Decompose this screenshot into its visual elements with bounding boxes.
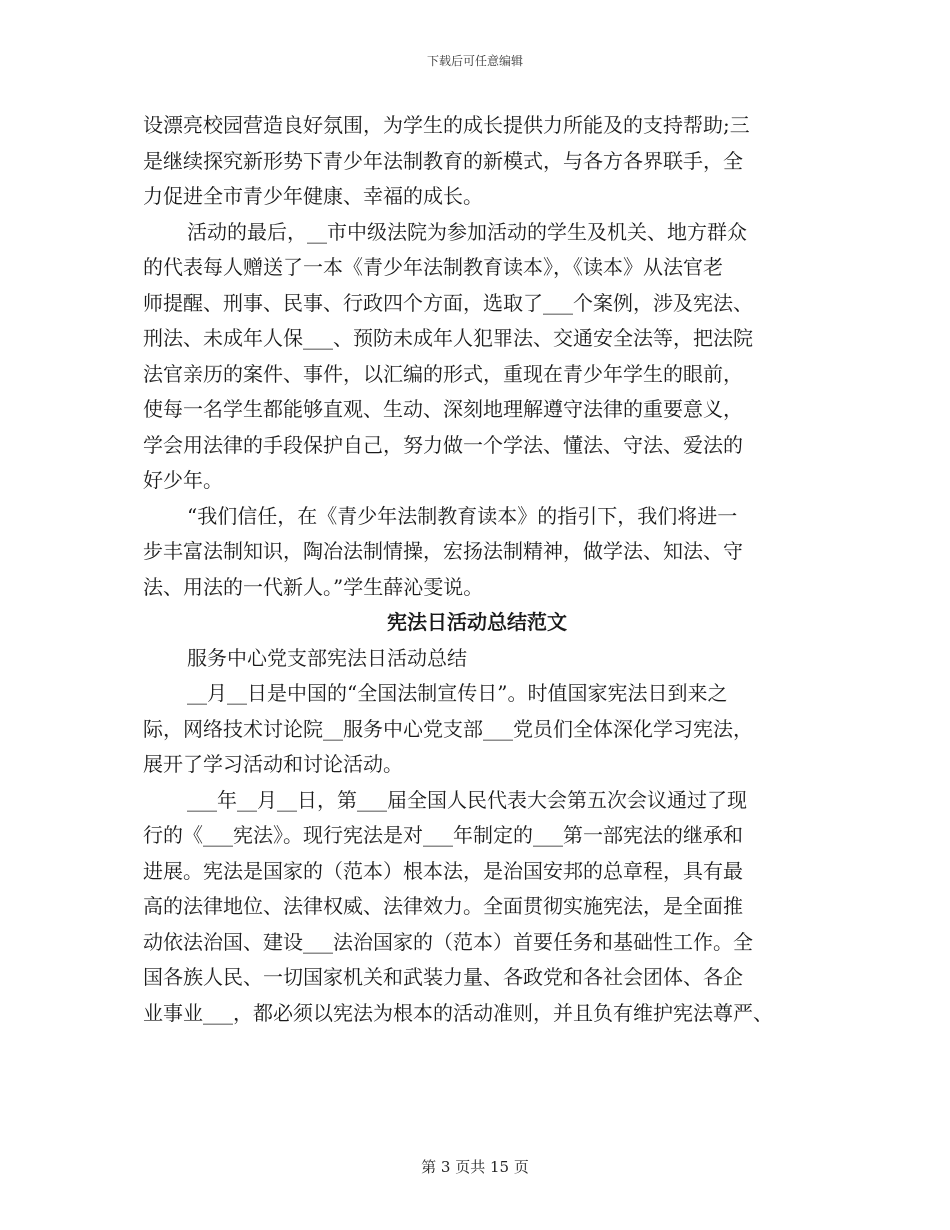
paragraph-line: 学会用法律的手段保护自己，努力做一个学法、懂法、守法、爱法的 [143,432,743,457]
paragraph-line: 际，网络技术讨论院__服务中心党支部___党员们全体深化学习宪法， [143,716,753,741]
paragraph-line: 是继续探究新形势下青少年法制教育的新模式，与各方各界联手，全 [143,148,743,173]
paragraph-line: 活动的最后，__市中级法院为参加活动的学生及机关、地方群众 [187,219,747,244]
paragraph-line: 师提醒、刑事、民事、行政四个方面，选取了___个案例，涉及宪法、 [143,290,753,315]
paragraph-line: 好少年。 [143,468,223,492]
paragraph-line: “我们信任，在《青少年法制教育读本》的指引下，我们将进一 [187,503,738,528]
paragraph-line: __月__日是中国的“全国法制宣传日”。时值国家宪法日到来之 [187,681,728,705]
paragraph-line: 刑法、未成年人保___、预防未成年人犯罪法、交通安全法等，把法院 [143,326,753,350]
section-title: 宪法日活动总结范文 [387,610,567,634]
paragraph-line: 业事业___，都必须以宪法为根本的活动准则，并且负有维护宪法尊严、 [143,1000,773,1025]
paragraph-line: 步丰富法制知识，陶冶法制情操，宏扬法制精神，做学法、知法、守 [143,539,743,563]
page-footer: 第 3 页共 15 页 [421,1158,529,1176]
paragraph-line: 进展。宪法是国家的（范本）根本法，是治国安邦的总章程，具有最 [143,858,743,883]
paragraph-line: 使每一名学生都能够直观、生动、深刻地理解遵守法律的重要意义， [143,397,743,421]
page-header: 下载后可任意编辑 [426,54,523,68]
paragraph-line: 服务中心党支部宪法日活动总结 [187,645,467,670]
paragraph-line: ___年__月__日，第___届全国人民代表大会第五次会议通过了现 [187,787,747,812]
paragraph-line: 动依法治国、建设___法治国家的（范本）首要任务和基础性工作。全 [143,929,753,954]
paragraph-line: 法官亲历的案件、事件，以汇编的形式，重现在青少年学生的眼前， [143,361,743,386]
paragraph-line: 力促进全市青少年健康、幸福的成长。 [143,184,483,208]
paragraph-line: 高的法律地位、法律权威、法律效力。全面贯彻实施宪法，是全面推 [143,894,743,918]
paragraph-line: 行的《___宪法》。现行宪法是对___年制定的___第一部宪法的继承和 [143,823,743,847]
paragraph-line: 展开了学习活动和讨论活动。 [143,752,403,776]
document-body [143,108,811,1031]
paragraph-line: 的代表每人赠送了一本《青少年法制教育读本》，《读本》从法官老 [143,255,723,279]
paragraph-line: 法、用法的一代新人。”学生薛沁雯说。 [143,574,484,599]
paragraph-line: 设漂亮校园营造良好氛围，为学生的成长提供力所能及的支持帮助;三 [143,113,750,137]
paragraph-line: 国各族人民、一切国家机关和武装力量、各政党和各社会团体、各企 [143,965,743,989]
